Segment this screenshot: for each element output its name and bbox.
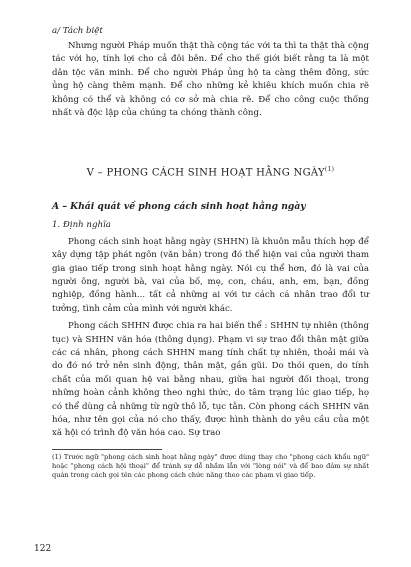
heading-a: a/ Tách biệt: [52, 26, 103, 36]
paragraph-1: Nhưng người Pháp muốn thật thà cộng tác với ta thì ta thật thà cộng tác với họ, tính lợi cho cả đôi bên. Để cho thế giới biết rằng ta là một dân tộc văn minh. Để cho người Pháp ủng hộ ta càng thêm đông, sức ủng hộ càng thêm mạnh. Để cho những kẻ khiêu khích muốn chia rẽ không có thể và không có cơ sở mà chia rẽ. Để cho công cuộc thống nhất và độc lập của chúng ta chóng thành công.: [52, 41, 369, 119]
page-number: 122: [34, 544, 52, 554]
section-title-text: V – PHONG CÁCH SINH HOẠT HẰNG NGÀY: [86, 167, 325, 179]
footnote-divider: [52, 449, 162, 450]
section-title: [52, 166, 369, 178]
section-footnote-marker: (1): [324, 166, 335, 174]
sub-heading: 1. Định nghĩa: [52, 219, 111, 230]
paragraph-2: Phong cách sinh hoạt hằng ngày (SHHN) là khuôn mẫu thích hợp để xây dựng tập phát ngôn (văn bản) trong đó thể hiện vai của người tham gia giao tiếp trong sinh hoạt hằng ngày. Nói cụ thể hơn, đó là vai của người ông, người bà, vai của bố, mẹ, con, cháu, anh, em, bạn, đồng nghiệp, đồng hành... tất cả những ai với tư cách cá nhân trao đổi tư tưởng, tình cảm của mình với người khác.: [52, 236, 369, 314]
subsection-title: A – Khái quát về phong cách sinh hoạt hằng ngày: [52, 200, 306, 212]
footnote: (1) Trước ngữ "phong cách sinh hoạt hằng ngày" được dùng thay cho "phong cách khẩu ngữ" hoặc "phong cách hội thoại" để tránh sự dễ nhầm lẫn với "lòng nói" và để bao đảm sự nhất quán trong cách gọi tên các phong cách chức năng theo các phạm vi giao tiếp.: [52, 452, 369, 479]
paragraph-3: Phong cách SHHN được chia ra hai biến thể : SHHN tự nhiên (thông tục) và SHHN văn hóa (thông dụng). Phạm vi sự trao đổi thân mật giữa các cá nhân, phong cách SHHN mang tính chất tự nhiên, thoải mái và do đó nó trở nên sinh động, thân mật, gần gũi. Do thói quen, do tính chất của mối quan hệ vai bằng nhau, giữa hai người đối thoại, trong những hoàn cảnh không theo nghi thức, do tâm trạng lúc giao tiếp, họ có thể dùng cả những từ ngữ thô lỗ, tục tằn. Còn phong cách SHHN văn hóa, như tên gọi của nó cho thấy, được hình thành do yêu cầu của một xã hội có trình độ văn hóa cao. Sự trao: [52, 321, 369, 439]
